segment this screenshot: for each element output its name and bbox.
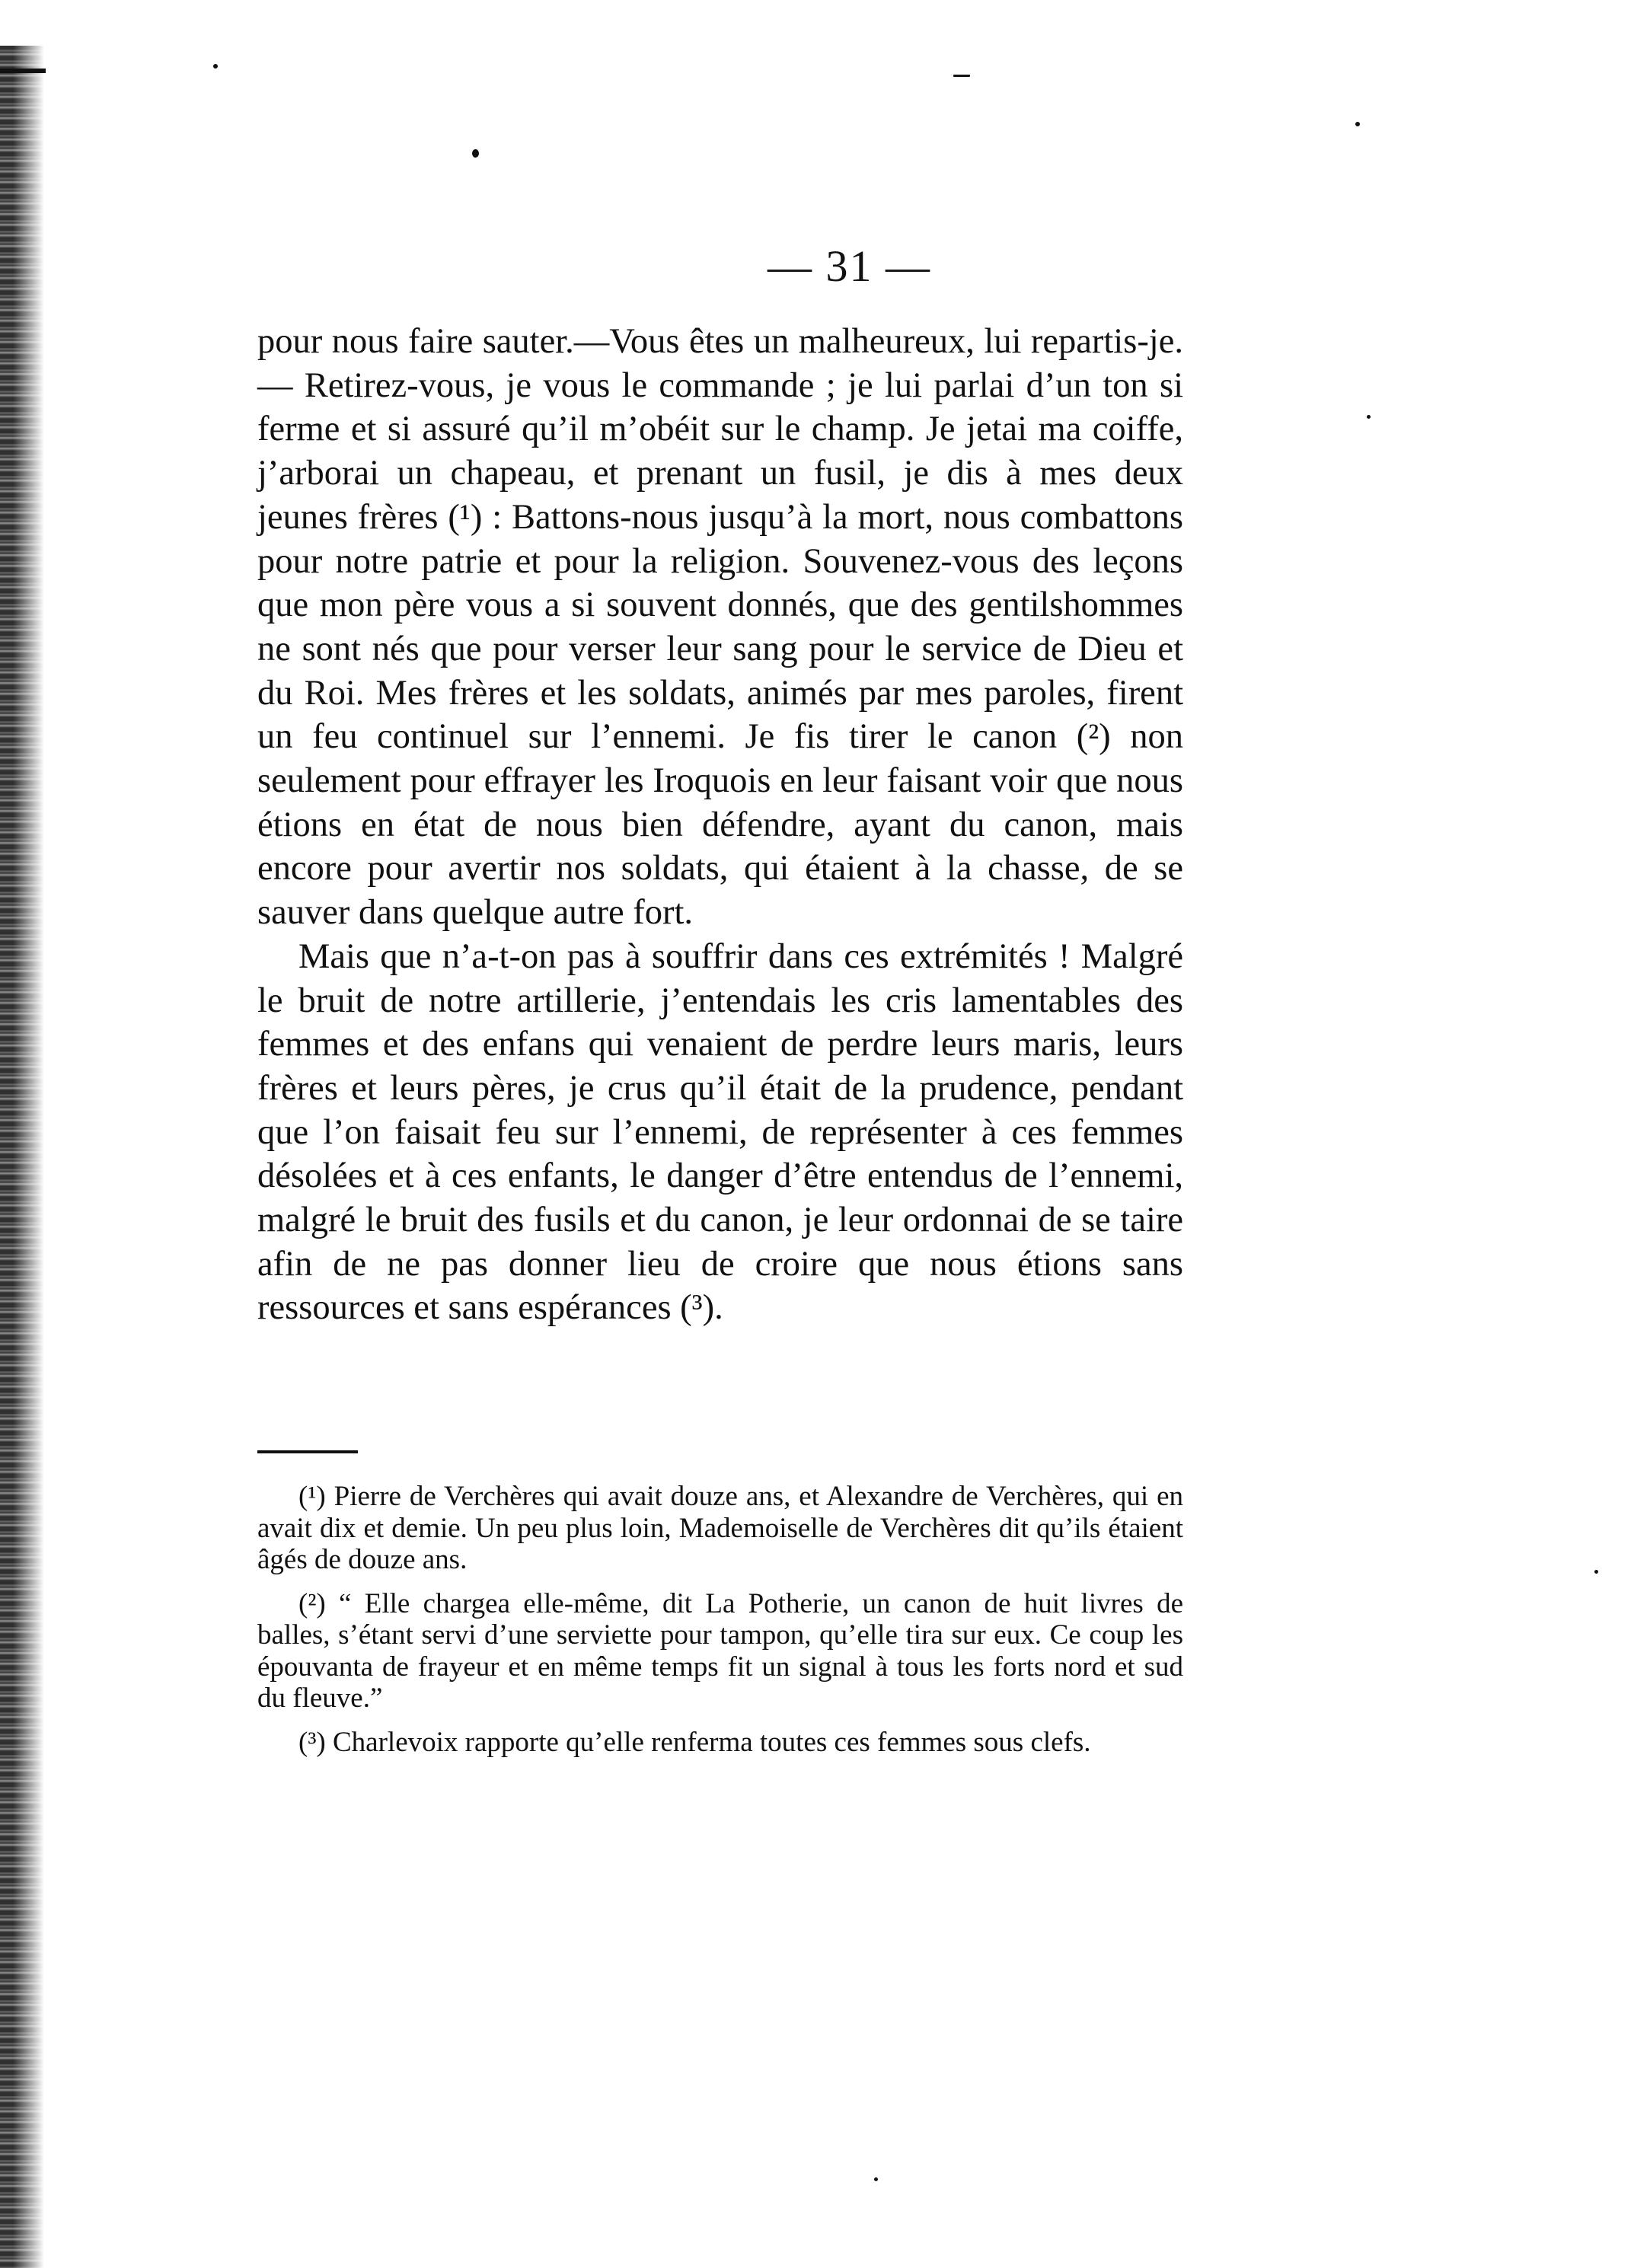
footnote: (³) Charlevoix rapporte qu’elle renferma toutes ces femmes sous clefs.: [298, 1726, 1091, 1758]
scan-speck: [1367, 415, 1371, 419]
page-number: — 31 —: [768, 241, 931, 291]
binding-mark: [0, 69, 46, 73]
binding-edge: [0, 46, 44, 2268]
scan-speck: [953, 75, 970, 77]
scan-speck: [874, 2177, 878, 2181]
paragraph: pour nous faire sauter.—Vous êtes un malheureux, lui repartis-je.— Retirez-vous, je vous le commande ; je lui parlai d’un ton si ferme et si assuré qu’il m’obéit sur le champ. Je jetai ma coiffe, j’arborai un chapeau, et prenant un fusil, je dis à mes deux jeunes frères (¹) : Battons-nous jusqu’à la mort, nous combattons pour notre patrie et pour la religion. Souvenez-vous des leçons que mon père vous a si souvent donnés, que des gentilshommes ne sont nés que pour verser leur sang pour le service de Dieu et du Roi. Mes frères et les soldats, animés par mes paroles, firent un feu continuel sur l’ennemi. Je fis tirer le canon (²) non seulement pour effrayer les Iroquois en leur faisant voir que nous étions en état de nous bien défendre, ayant du canon, mais encore pour avertir nos soldats, qui étaient à la chasse, de se sauver dans quelque autre fort.: [257, 322, 1183, 933]
footnote: (²) “ Elle chargea elle-même, dit La Potherie, un canon de huit livres de balles, s’étant servi d’une serviette pour tampon, qu’elle tira sur eux. Ce coup les épouvanta de frayeur et en même temps fit un signal à tous les forts nord et sud du fleuve.”: [257, 1587, 1183, 1714]
scan-speck: [1355, 122, 1360, 126]
footnote-separator: [257, 1450, 358, 1453]
scan-speck: [472, 149, 479, 158]
scan-speck: [213, 64, 218, 69]
scan-speck: [1594, 1570, 1598, 1574]
footnote: (¹) Pierre de Verchères qui avait douze ans, et Alexandre de Verchères, qui en avait dix et demie. Un peu plus loin, Mademoiselle de Verchères dit qu’ils étaient âgés de douze ans.: [257, 1481, 1183, 1575]
paragraph: Mais que n’a-t-on pas à souffrir dans ces extrémités ! Malgré le bruit de notre artillerie, j’entendais les cris lamentables des femmes et des enfans qui venaient de perdre leurs maris, leurs frères et leurs pères, je crus qu’il était de la prudence, pendant que l’on faisait feu sur l’ennemi, de représenter à ces femmes désolées et à ces enfants, le danger d’être entendus de l’ennemi, malgré le bruit des fusils et du canon, je leur ordonnai de se taire afin de ne pas donner lieu de croire que nous étions sans ressources et sans espérances (³).: [257, 936, 1183, 1328]
body-text: [257, 320, 1183, 1330]
footnotes: [257, 1481, 1183, 1770]
